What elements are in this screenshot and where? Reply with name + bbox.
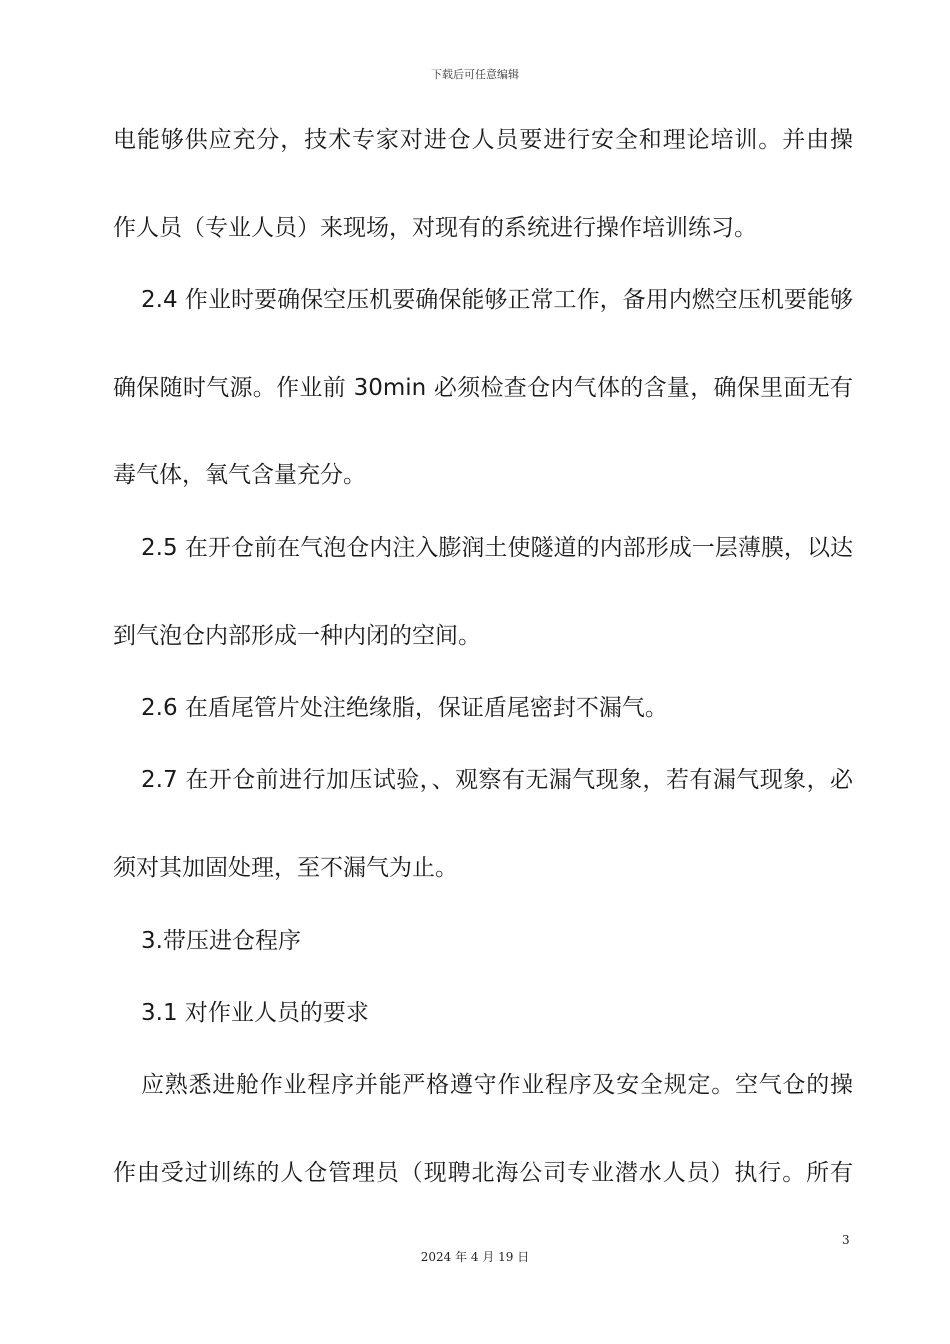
body-line-3: 2.4 作业时要确保空压机要确保能够正常工作，备用内燃空压机要能够 [141,287,853,313]
header-note: 下载后可任意编辑 [431,68,519,81]
section-heading-3: 3.带压进仓程序 [141,928,301,954]
body-line-10: 须对其加固处理，至不漏气为止。 [113,855,458,881]
section-heading-3-1: 3.1 对作业人员的要求 [141,1000,369,1026]
body-line-7: 到气泡仓内部形成一种内闭的空间。 [113,623,481,649]
body-line-4: 确保随时气源。作业前 30min 必须检查仓内气体的含量，确保里面无有 [113,375,853,401]
body-line-9: 2.7 在开仓前进行加压试验，、观察有无漏气现象，若有漏气现象，必 [141,767,853,793]
body-line-14: 作由受过训练的人仓管理员（现聘北海公司专业潜水人员）执行。所有 [113,1160,853,1186]
footer-date: 2024 年 4 月 19 日 [420,1250,530,1264]
page-number: 3 [842,1233,850,1247]
body-line-1: 电能够供应充分，技术专家对进仓人员要进行安全和理论培训。并由操 [113,127,853,153]
body-line-5: 毒气体，氧气含量充分。 [113,462,366,488]
body-line-6: 2.5 在开仓前在气泡仓内注入膨润土使隧道的内部形成一层薄膜，以达 [141,535,853,561]
body-line-13: 应熟悉进舱作业程序并能严格遵守作业程序及安全规定。空气仓的操 [141,1072,853,1098]
body-line-2: 作人员（专业人员）来现场，对现有的系统进行操作培训练习。 [113,215,757,241]
body-line-8: 2.6 在盾尾管片处注绝缘脂，保证盾尾密封不漏气。 [141,695,668,721]
